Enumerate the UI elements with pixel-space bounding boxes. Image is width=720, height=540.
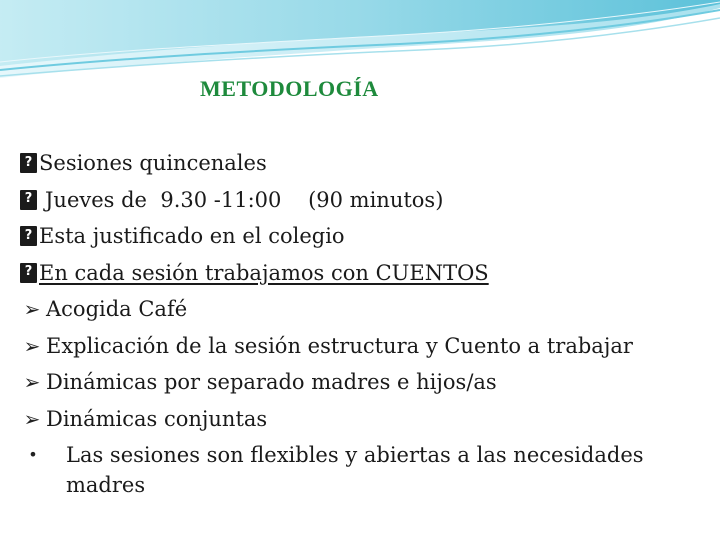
list-item	[20, 328, 710, 365]
methodology-list	[20, 145, 710, 500]
list-item-text: Acogida Café	[46, 297, 188, 321]
placeholder-box-icon: ?	[20, 226, 37, 246]
list-item-text: Esta justificado en el colegio	[39, 224, 345, 248]
slide-title: METODOLOGÍA	[200, 76, 379, 101]
list-item	[20, 218, 710, 255]
arrow-bullet-icon: ➢	[23, 297, 41, 321]
list-item-text: Dinámicas por separado madres e hijos/as	[46, 370, 497, 394]
placeholder-box-icon: ?	[20, 153, 37, 173]
list-item-text: Dinámicas conjuntas	[46, 406, 268, 431]
list-item	[20, 364, 710, 401]
dot-bullet-icon: •	[28, 445, 38, 464]
placeholder-box-icon: ?	[20, 263, 37, 283]
list-item-text: Sesiones quincenales	[39, 151, 267, 175]
list-item	[20, 440, 710, 500]
arrow-bullet-icon: ➢	[23, 333, 41, 358]
list-item-text: Las sesiones son flexibles y abiertas a las necesidades madres	[66, 443, 644, 497]
list-item	[20, 291, 710, 328]
list-item	[20, 401, 710, 438]
list-item-text: Explicación de la sesión estructura y Cuento a trabajar	[46, 333, 633, 358]
list-item-text: En cada sesión trabajamos con CUENTOS	[39, 260, 489, 285]
list-item	[20, 182, 710, 219]
list-item-text: Jueves de 9.30 -11:00 (90 minutos)	[45, 187, 444, 212]
placeholder-box-icon: ?	[20, 190, 37, 210]
list-item	[20, 145, 710, 182]
list-item	[20, 255, 710, 292]
arrow-bullet-icon: ➢	[23, 406, 41, 431]
arrow-bullet-icon: ➢	[23, 370, 41, 394]
